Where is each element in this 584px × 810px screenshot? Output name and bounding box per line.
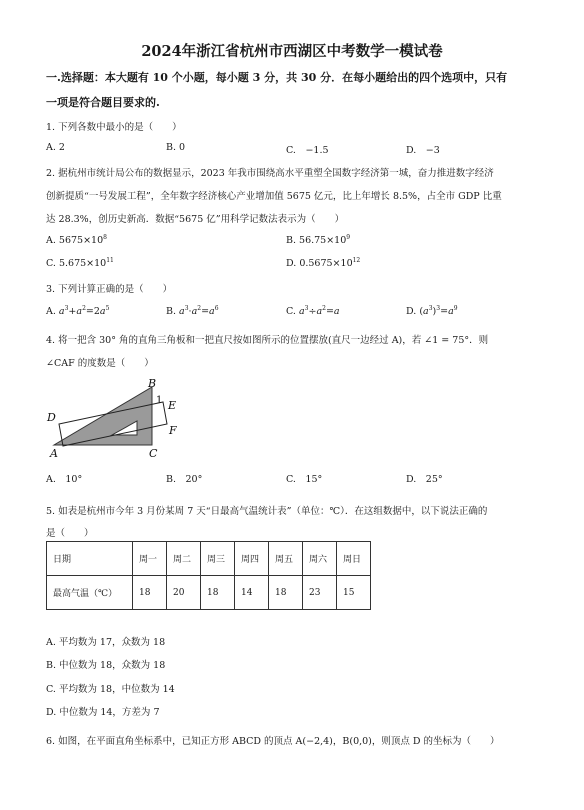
q4-option-b: B. 20° <box>166 474 203 485</box>
q4-option-a: A. 10° <box>46 474 83 485</box>
temperature-table <box>46 541 371 610</box>
q4-stem-line2: ∠CAF 的度数是（ ） <box>46 358 154 369</box>
table-cell: 18 <box>269 576 303 610</box>
q3-option-d: D. $(a^3)^3=a^9$ <box>406 305 458 318</box>
table-cell: 周一 <box>133 542 167 576</box>
q5-option-a: A. 平均数为 17，众数为 18 <box>46 637 166 648</box>
label-e: E <box>168 399 177 412</box>
q2-stem-line2: 创新提质“一号发展工程”，全年数字经济核心产业增加值 5675 亿元，比上年增长 8.5%，占全市 GDP 比重 <box>46 191 502 202</box>
label-f: F <box>169 424 177 437</box>
q4-option-c: C. 15° <box>286 474 323 485</box>
exam-title: 2024年浙江省杭州市西湖区中考数学一模试卷 <box>141 43 443 60</box>
table-cell: 18 <box>133 576 167 610</box>
q4-option-d: D. 25° <box>406 474 443 485</box>
q4-stem-line1: 4. 将一把含 30° 角的直角三角板和一把直尺按如图所示的位置摆放(直尺一边经过 A)，若 ∠1 = 75°．则 <box>46 335 489 346</box>
section-heading-line1: 一.选择题：本大题有 10 个小题，每小题 3 分，共 30 分．在每小题给出的四个选项中，只有 <box>46 71 508 84</box>
q5-option-d: D. 中位数为 14，方差为 7 <box>46 707 160 718</box>
table-header-row <box>47 542 371 576</box>
table-cell: 周四 <box>235 542 269 576</box>
q5-option-b: B. 中位数为 18，众数为 18 <box>46 660 166 671</box>
q5-stem-line1: 5. 如表是杭州市今年 3 月份某周 7 天“日最高气温统计表”（单位：℃）．在这组数据中，以下说法正确的 <box>46 506 488 517</box>
q2-option-d: D. $0.5675\times 10^{12}$ <box>286 257 361 270</box>
table-cell: 周五 <box>269 542 303 576</box>
table-cell: 周日 <box>337 542 371 576</box>
q2-stem-line3: 达 28.3%，创历史新高．数据“5675 亿”用科学记数法表示为（ ） <box>46 214 345 225</box>
label-a: A <box>50 447 58 460</box>
table-cell: 18 <box>201 576 235 610</box>
q1-option-d: D. −3 <box>406 145 440 156</box>
q2-option-b: B. $56.75\times 10^9$ <box>286 234 351 247</box>
q1-stem: 1. 下列各数中最小的是（ ） <box>46 122 182 133</box>
label-b: B <box>148 377 157 390</box>
label-d: D <box>47 411 56 424</box>
table-cell: 最高气温（℃） <box>47 576 133 610</box>
table-cell: 周二 <box>167 542 201 576</box>
q3-option-b: B. $a^3\cdot a^2=a^6$ <box>166 305 219 318</box>
table-cell: 20 <box>167 576 201 610</box>
section-heading-line2: 一项是符合题目要求的. <box>46 96 160 109</box>
q5-stem-line2: 是（ ） <box>46 528 94 539</box>
label-angle-1: 1 <box>156 395 163 406</box>
table-cell: 15 <box>337 576 371 610</box>
q3-option-a: A. $a^3+a^2=2a^5$ <box>46 305 110 318</box>
q2-stem-line1: 2. 据杭州市统计局公布的数据显示，2023 年我市围绕高水平重塑全国数字经济第一城，奋力推进数字经济 <box>46 168 494 179</box>
q3-stem: 3. 下列计算正确的是（ ） <box>46 284 173 295</box>
table-cell: 23 <box>303 576 337 610</box>
label-c: C <box>149 447 158 460</box>
table-row <box>47 576 371 610</box>
triangle-set-square <box>54 387 152 445</box>
q4-figure <box>46 377 196 462</box>
q1-option-a: A. 2 <box>46 142 65 153</box>
table-cell: 日期 <box>47 542 133 576</box>
q3-option-c: C. $a^3\div a^2=a$ <box>286 305 340 318</box>
q6-stem: 6. 如图，在平面直角坐标系中，已知正方形 ABCD 的顶点 A(−2,4)，B(0,0)，则顶点 D 的坐标为（ ） <box>46 736 500 747</box>
q2-option-c: C. $5.675\times 10^{11}$ <box>46 257 114 270</box>
q2-option-a: A. $5675\times 10^8$ <box>46 234 107 247</box>
q5-option-c: C. 平均数为 18，中位数为 14 <box>46 684 175 695</box>
table-cell: 14 <box>235 576 269 610</box>
q1-option-c: C. −1.5 <box>286 145 329 156</box>
table-cell: 周三 <box>201 542 235 576</box>
q1-option-b: B. 0 <box>166 142 186 153</box>
table-cell: 周六 <box>303 542 337 576</box>
